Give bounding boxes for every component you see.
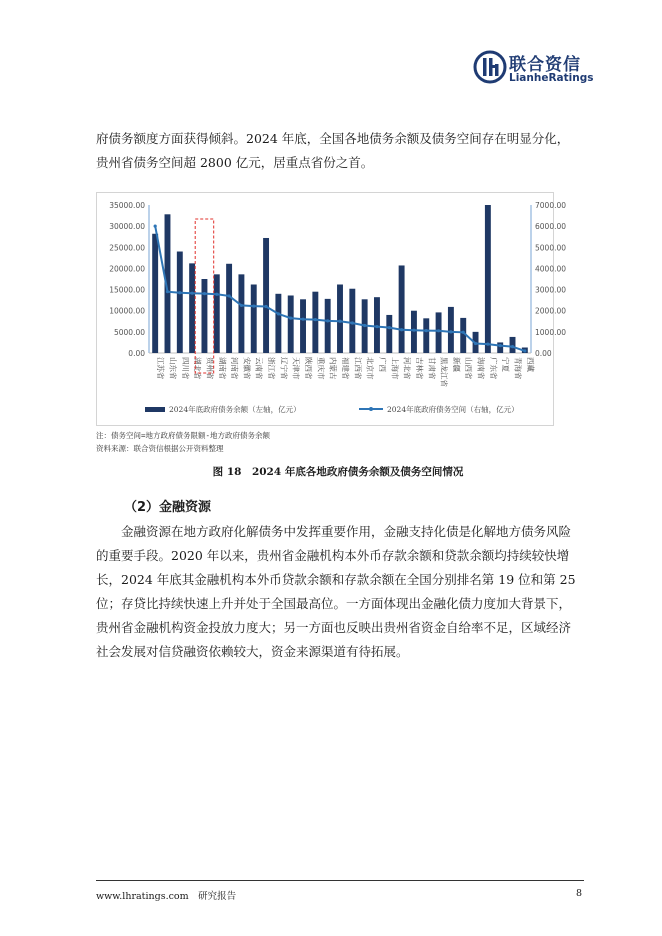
- x-tick-label: 甘肃省: [427, 357, 437, 380]
- bar-湖北省: [189, 263, 195, 353]
- x-tick-label: 上海市: [390, 357, 400, 380]
- x-tick-label: 陕西省: [304, 357, 314, 380]
- debt-space-point: [511, 345, 514, 348]
- debt-space-point: [154, 225, 157, 228]
- x-tick-label: 重庆市: [316, 357, 326, 380]
- bar-陕西省: [300, 299, 306, 353]
- x-tick-label: 西藏: [525, 357, 535, 372]
- x-tick-label: 天津市: [291, 357, 301, 380]
- debt-space-point: [227, 294, 230, 297]
- bar-云南省: [251, 284, 257, 353]
- x-tick-label: 福建省: [341, 357, 350, 380]
- x-tick-label: 安徽省: [242, 357, 252, 380]
- x-tick-label: 湖北省: [193, 357, 203, 380]
- bar-内蒙古: [325, 299, 331, 353]
- debt-space-point: [351, 321, 354, 324]
- bar-重庆市: [312, 292, 318, 353]
- x-tick-label: 海南省: [476, 357, 486, 380]
- legend-bar-swatch: [145, 407, 165, 412]
- debt-space-point: [314, 318, 317, 321]
- lh-logo-icon: [473, 50, 507, 84]
- y-right-tick-label: 6000.00: [535, 222, 567, 232]
- y-left-tick-label: 25000.00: [109, 243, 145, 253]
- y-right-tick-label: 3000.00: [535, 285, 567, 295]
- debt-space-point: [215, 293, 218, 296]
- x-tick-label: 湖南省: [217, 357, 227, 380]
- bar-吉林省: [411, 311, 417, 353]
- bar-青海省: [510, 337, 516, 353]
- paragraph-intro: 府债务额度方面获得倾斜。2024 年底，全国各地债务余额及债务空间存在明显分化，贵州省债务空间超 2800 亿元，居重点省份之首。: [96, 131, 570, 170]
- debt-space-point: [425, 329, 428, 332]
- debt-space-point: [203, 292, 206, 295]
- bar-辽宁省: [275, 294, 281, 353]
- legend-bar-label: 2024年底政府债务余额（左轴，亿元）: [169, 405, 301, 414]
- y-right-tick-label: 5000.00: [535, 243, 567, 253]
- debt-space-point: [486, 343, 489, 346]
- debt-space-point: [326, 319, 329, 322]
- debt-space-point: [474, 342, 477, 345]
- y-right-tick-label: 2000.00: [535, 306, 567, 316]
- x-tick-label: 江苏省: [156, 357, 166, 380]
- x-tick-label: 吉林省: [414, 357, 424, 380]
- debt-space-point: [449, 330, 452, 333]
- x-tick-label: 贵州省: [205, 357, 215, 380]
- paragraph-finance: 金融资源在地方政府化解债务中发挥重要作用，金融支持化债是化解地方债务风险的重要手段。2020 年以来，贵州省金融机构本外币存款余额和贷款余额均持续较快增长，2024 年底其金融机构本外币贷款余额和存款余额在全国分别排名第 19 位和第 25 位；存贷比持续快速上升并处于全国最高位。一方面体现出金融化债力度加大背景下，贵州省金融机构资金投放力度大；另一方面也反映出贵州省资金自给率不足，区域经济社会发展对信贷融资依赖较大，资金来源渠道有待拓展。: [96, 524, 576, 659]
- debt-space-point: [178, 291, 181, 294]
- debt-space-point: [166, 290, 169, 293]
- x-tick-label: 广东省: [488, 357, 498, 380]
- bar-贵州省: [201, 279, 207, 353]
- y-left-tick-label: 10000.00: [109, 306, 145, 316]
- debt-space-point: [252, 304, 255, 307]
- bar-广东省: [485, 205, 491, 353]
- x-tick-label: 江西省: [353, 357, 363, 380]
- bar-上海市: [386, 315, 392, 353]
- footer-site: www.lhratings.com 研究报告: [96, 891, 237, 902]
- debt-space-point: [400, 328, 403, 331]
- company-logo: [473, 48, 603, 88]
- debt-space-point: [523, 349, 526, 352]
- y-left-tick-label: 35000.00: [109, 201, 145, 210]
- x-tick-label: 山西省: [464, 357, 474, 380]
- logo-text: 联合资信: [509, 55, 581, 75]
- debt-space-point: [264, 305, 267, 308]
- debt-space-point: [363, 324, 366, 327]
- debt-chart: [97, 193, 567, 425]
- debt-space-point: [437, 329, 440, 332]
- bar-黑龙江省: [436, 312, 442, 353]
- debt-space-point: [499, 344, 502, 347]
- debt-space-point: [412, 329, 415, 332]
- bar-福建省: [337, 284, 343, 353]
- x-tick-label: 新疆: [451, 357, 461, 372]
- debt-space-point: [240, 304, 243, 307]
- figure-caption: 图 18 2024 年底各地政府债务余额及债务空间情况: [212, 466, 464, 478]
- debt-space-point: [289, 317, 292, 320]
- footer-divider: [96, 880, 584, 881]
- debt-space-point: [277, 312, 280, 315]
- bar-安徽省: [238, 274, 244, 353]
- x-tick-label: 河南省: [230, 357, 240, 380]
- x-tick-label: 浙江省: [267, 357, 277, 380]
- x-tick-label: 四川省: [180, 357, 190, 380]
- y-right-tick-label: 7000.00: [535, 201, 567, 210]
- bar-江苏省: [152, 234, 158, 353]
- x-tick-label: 内蒙古: [328, 357, 338, 380]
- y-left-tick-label: 20000.00: [109, 264, 145, 274]
- bar-天津市: [288, 295, 294, 353]
- chart-source: 资料来源：联合资信根据公开资料整理: [96, 444, 224, 453]
- y-right-tick-label: 1000.00: [535, 327, 567, 337]
- y-left-tick-label: 5000.00: [113, 327, 145, 337]
- x-tick-label: 宁夏: [501, 357, 511, 372]
- legend-line-label: 2024年底政府债务空间（右轴，亿元）: [387, 405, 519, 414]
- debt-space-point: [191, 292, 194, 295]
- y-left-tick-label: 0.00: [128, 349, 145, 358]
- y-right-tick-label: 4000.00: [535, 264, 567, 274]
- x-tick-label: 辽宁省: [279, 357, 289, 380]
- bar-河南省: [226, 264, 232, 353]
- x-tick-label: 青海省: [513, 357, 523, 380]
- page-number: 8: [576, 888, 583, 899]
- bar-甘肃省: [423, 318, 429, 353]
- chart-note: 注：债务空间=地方政府债务限额-地方政府债务余额: [96, 431, 271, 440]
- debt-space-point: [301, 318, 304, 321]
- bar-河北省: [399, 265, 405, 353]
- debt-space-point: [462, 331, 465, 334]
- x-tick-label: 云南省: [254, 357, 264, 380]
- debt-space-point: [388, 326, 391, 329]
- y-right-tick-label: 0.00: [535, 349, 552, 358]
- logo-subtitle: LianheRatings: [509, 72, 594, 84]
- x-tick-label: 广西: [377, 357, 387, 372]
- y-left-tick-label: 30000.00: [109, 222, 145, 232]
- legend-line-marker: [369, 407, 373, 411]
- debt-space-point: [338, 320, 341, 323]
- section-heading: （2）金融资源: [124, 500, 212, 515]
- bar-江西省: [349, 289, 355, 353]
- x-tick-label: 河北省: [402, 357, 412, 380]
- debt-space-point: [375, 325, 378, 328]
- chart-frame: [96, 192, 567, 426]
- bar-湖南省: [214, 274, 220, 353]
- x-tick-label: 山东省: [168, 357, 178, 380]
- bar-四川省: [177, 252, 183, 353]
- x-tick-label: 北京市: [365, 357, 375, 380]
- y-left-tick-label: 15000.00: [109, 285, 145, 295]
- x-tick-label: 黑龙江省: [439, 357, 449, 387]
- bar-浙江省: [263, 238, 269, 353]
- bar-新疆: [448, 307, 454, 353]
